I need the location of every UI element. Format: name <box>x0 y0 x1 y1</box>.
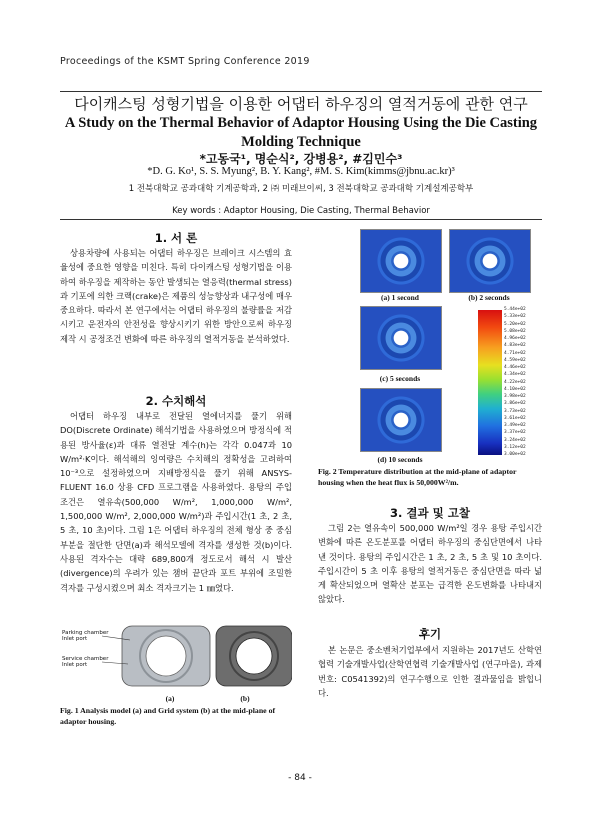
figure2-sub-c: (c) 5 seconds <box>379 374 421 383</box>
colorbar-tick-label: 3.00e+02 <box>504 452 526 457</box>
thermal-plot-5s <box>360 306 442 370</box>
affiliations: 1 전북대학교 공과대학 기계공학과, 2 ㈜ 미래브이씨, 3 전북대학교 공과대학 기계설계공학부 <box>128 184 474 194</box>
callout-service-inlet: Service chamber Inlet port <box>62 656 109 668</box>
title-korean: 다이캐스팅 성형기법을 이용한 어댑터 하우징의 열적거동에 관한 연구 <box>74 95 528 113</box>
figure2-sub-a: (a) 1 second <box>381 293 419 302</box>
journal-header: Proceedings of the KSMT Spring Conference 2019 <box>60 56 310 67</box>
colorbar-tick-label: 4.71e+02 <box>504 350 526 356</box>
section-text-ack: 본 논문은 중소벤처기업부에서 지원하는 2017년도 산학연협력 기술개발사업(산학연협력 기술개발사업 (연구마을), 과제번호: C0541392)의 연구수행으로 인한 결과물임을 밝힙니다. <box>318 645 542 698</box>
colorbar-tick-label: 4.34e+02 <box>504 372 526 378</box>
page-number: - 84 - <box>288 773 312 783</box>
thermal-plot-1s <box>360 229 442 293</box>
figure1-label-a: (a) <box>165 694 175 703</box>
colorbar-tick-label: 5.33e+02 <box>504 314 526 320</box>
figure1 <box>62 622 292 692</box>
colorbar-tick-label: 3.98e+02 <box>504 394 526 399</box>
section-title-results: 3. 결과 및 고찰 <box>390 506 470 520</box>
colorbar-tick-label: 3.24e+02 <box>504 437 526 443</box>
title-english: A Study on the Thermal Behavior of Adaptor Housing Using the Die Casting Molding Technique <box>64 115 538 150</box>
analysis-model-hole <box>146 636 186 676</box>
thermal-plot-2s <box>449 229 531 293</box>
section-title-analysis: 2. 수치해석 <box>145 394 207 408</box>
thermal-plot-10s <box>360 388 442 452</box>
grid-system-hole <box>236 638 272 674</box>
colorbar-tick-label: 5.20e+02 <box>504 321 526 327</box>
keywords-rule <box>60 219 542 220</box>
figure2-caption: Fig. 2 Temperature distribution at the mid-plane of adaptor housing when the heat flux is 50,000W²/m. <box>318 467 517 487</box>
colorbar-tick-label: 4.59e+02 <box>504 357 526 363</box>
colorbar-tick-label: 3.37e+02 <box>504 430 526 436</box>
colorbar-tick-label: 3.12e+02 <box>504 444 526 450</box>
figure2-sub-d: (d) 10 seconds <box>377 455 423 464</box>
keywords: Key words : Adaptor Housing, Die Casting, Thermal Behavior <box>172 206 430 216</box>
colorbar-tick-label: 3.73e+02 <box>504 408 526 414</box>
header-rule <box>60 91 542 92</box>
callout-parking-inlet: Parking chamber Inlet port <box>62 630 109 642</box>
colorbar-tick-label: 3.86e+02 <box>504 401 526 407</box>
colorbar <box>478 310 502 455</box>
colorbar-tick-label: 4.46e+02 <box>504 365 526 370</box>
colorbar-tick-label: 5.44e+02 <box>504 307 526 312</box>
section-text-analysis: 어댑터 하우징 내부로 전달된 열에너지를 풀기 위해 DO(Discrete Ordinate) 해석기법을 사용하였으며 방정식에 적용된 방사율(ε)과 대류 열전달 계수(h)는 각각 0.047과 10 W/m²·K이다. 해석해의 잉여량은 수치해의 정확성을 고려하여 10⁻³으로 설정하였으며 지배방정식을 풀기 위해 ANSYS-FLUENT 16.0 상용 CFD 프로그램을 사용하였다. 용탕의 주입조건은 열유속(500,000 W/m², 1,000,000 W/m², 1,500,000 W/m², 2,000,000 W/m²)과 주입시간(1 초, 2 초, 5 초, 10 초)이다. 그림 1은 어댑터 하우징의 전체 형상 중 중심부분을 절단한 단면(a)과 해석모델에 격자를 생성한 것(b)이다. 사용된 격자수는 대략 689,800개 정도로서 해석 시 발산(divergence)의 우려가 있는 챔버 끝단과 포트 부위에 조밀한 격자를 구성시켰으며 최소 격자크기는 1 ㎜였다. <box>60 411 292 593</box>
section-title-ack: 후기 <box>418 627 442 641</box>
colorbar-tick-label: 3.49e+02 <box>504 423 526 428</box>
section-text-results: 그림 2는 열유속이 500,000 W/m²일 경우 용탕 주입시간 변화에 따른 온도분포를 어댑터 하우징의 중심단면에서 나타낸 것이다. 용탕의 주입시간은 1 초, 2 초, 5 초 및 10 초이다. 주입시간이 5 초 이후 용탕의 열적거동은 중심단면을 따라 넓게 확산되었으며 열확산 분포는 급격한 온도변화를 나타내지 않았다. <box>318 523 542 605</box>
figure1-caption: Fig. 1 Analysis model (a) and Grid system (b) at the mid-plane of adaptor housing. <box>60 706 276 726</box>
authors-korean: *고동국¹, 명순식², 강병용², #김민수³ <box>199 152 403 166</box>
authors-english: *D. G. Ko¹, S. S. Myung², B. Y. Kang², #M. S. Kim(kimms@jbnu.ac.kr)³ <box>147 166 455 177</box>
section-title-intro: 1. 서 론 <box>154 231 198 245</box>
colorbar-tick-label: 4.96e+02 <box>504 336 526 341</box>
figure1-label-b: (b) <box>240 694 250 703</box>
section-text-intro: 상용차량에 사용되는 어댑터 하우징은 브레이크 시스템의 효율성에 중요한 영향을 미친다. 특히 다이캐스팅 성형기법을 이용하여 하우징을 제작하는 동안 발생되는 열응력(thermal stress)과 기포에 의한 크랙(crake)은 제품의 성능향상과 내구성에 매우 중요하다. 따라서 본 연구에서는 어댑터 하우징의 불량률을 저감시키고 운전자의 안전성을 향상시키기 위한 방안으로써 하우징 제작 시 공정조건 변화에 따른 하우징의 열적거동을 분석하였다. <box>60 248 292 344</box>
colorbar-tick-label: 4.83e+02 <box>504 343 526 349</box>
colorbar-tick-label: 4.22e+02 <box>504 379 526 385</box>
colorbar-tick-label: 3.61e+02 <box>504 415 526 421</box>
figure2-sub-b: (b) 2 seconds <box>468 293 510 302</box>
colorbar-tick-label: 5.08e+02 <box>504 328 526 334</box>
colorbar-tick-label: 4.10e+02 <box>504 386 526 392</box>
